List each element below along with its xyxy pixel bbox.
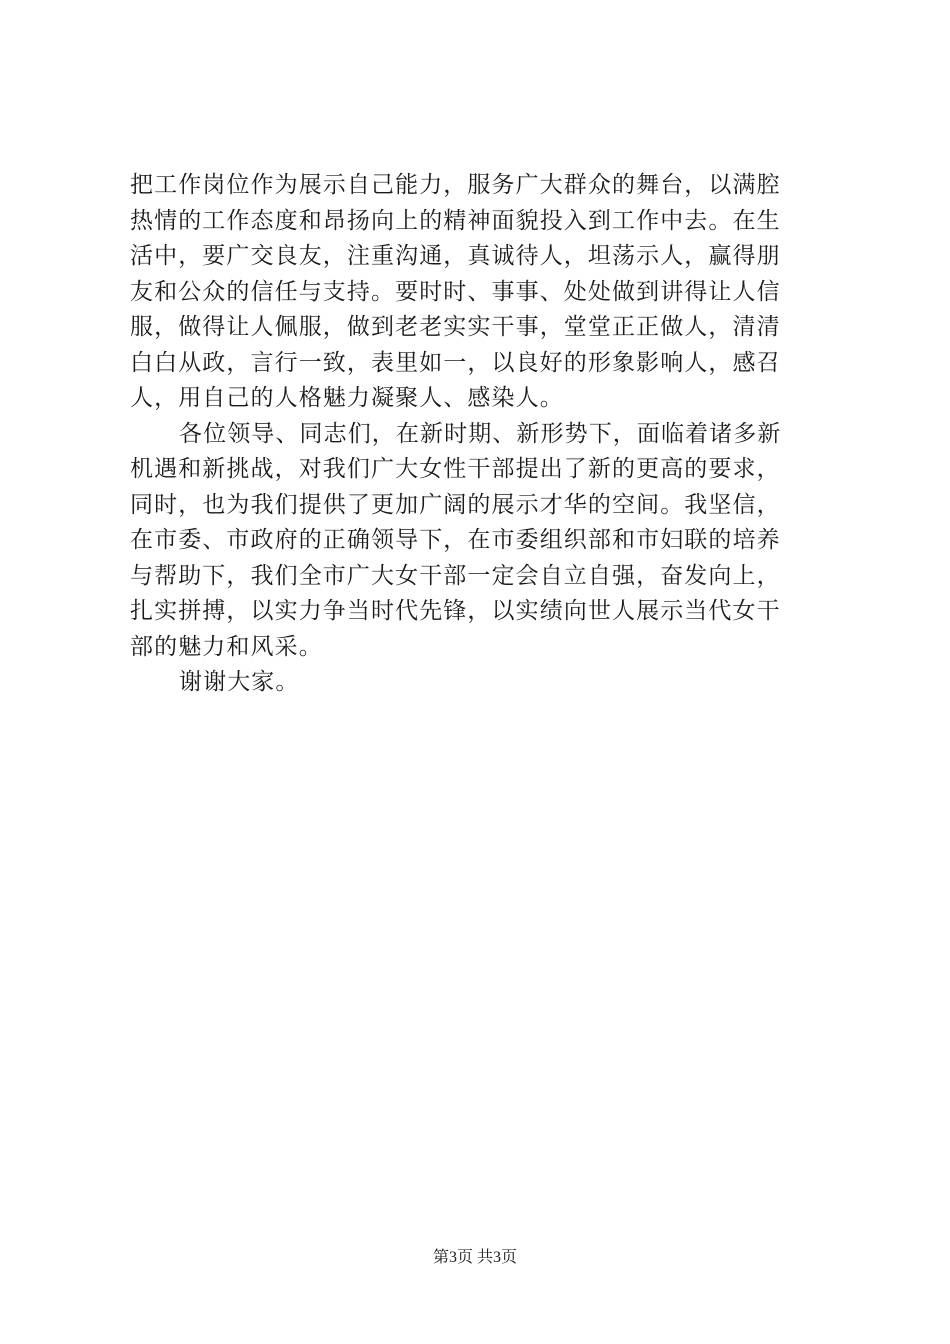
text-line: 活中，要广交良友，注重沟通，真诚待人，坦荡示人，赢得朋 — [130, 243, 781, 269]
text-line: 服，做得让人佩服，做到老老实实干事，堂堂正正做人，清清 — [130, 314, 781, 340]
text-line: 机遇和新挑战，对我们广大女性干部提出了新的更高的要求， — [130, 456, 781, 482]
text-line: 与帮助下，我们全市广大女干部一定会自立自强，奋发向上， — [130, 562, 781, 589]
text-line: 人，用自己的人格魅力凝聚人、感染人。 — [130, 385, 564, 411]
paragraph-start-line: 各位领导、同志们，在新时期、新形势下，面临着诸多新 — [179, 420, 782, 447]
text-line: 部的魅力和风采。 — [130, 633, 323, 660]
text-line: 白白从政，言行一致，表里如一，以良好的形象影响人，感召 — [130, 349, 781, 376]
page-number-footer: 第3页 共3页 — [432, 1249, 517, 1266]
text-line: 友和公众的信任与支持。要时时、事事、处处做到讲得让人信 — [130, 278, 781, 305]
text-line: 热情的工作态度和昂扬向上的精神面貌投入到工作中去。在生 — [130, 207, 781, 234]
text-line: 同时，也为我们提供了更加广阔的展示才华的空间。我坚信， — [130, 491, 781, 518]
text-line: 在市委、市政府的正确领导下，在市委组织部和市妇联的培养 — [130, 527, 781, 553]
document-body — [130, 168, 830, 701]
text-line: 扎实拼搏，以实力争当时代先锋，以实绩向世人展示当代女干 — [130, 598, 781, 624]
text-line: 把工作岗位作为展示自己能力，服务广大群众的舞台，以满腔 — [130, 172, 781, 198]
closing-line: 谢谢大家。 — [179, 669, 300, 695]
